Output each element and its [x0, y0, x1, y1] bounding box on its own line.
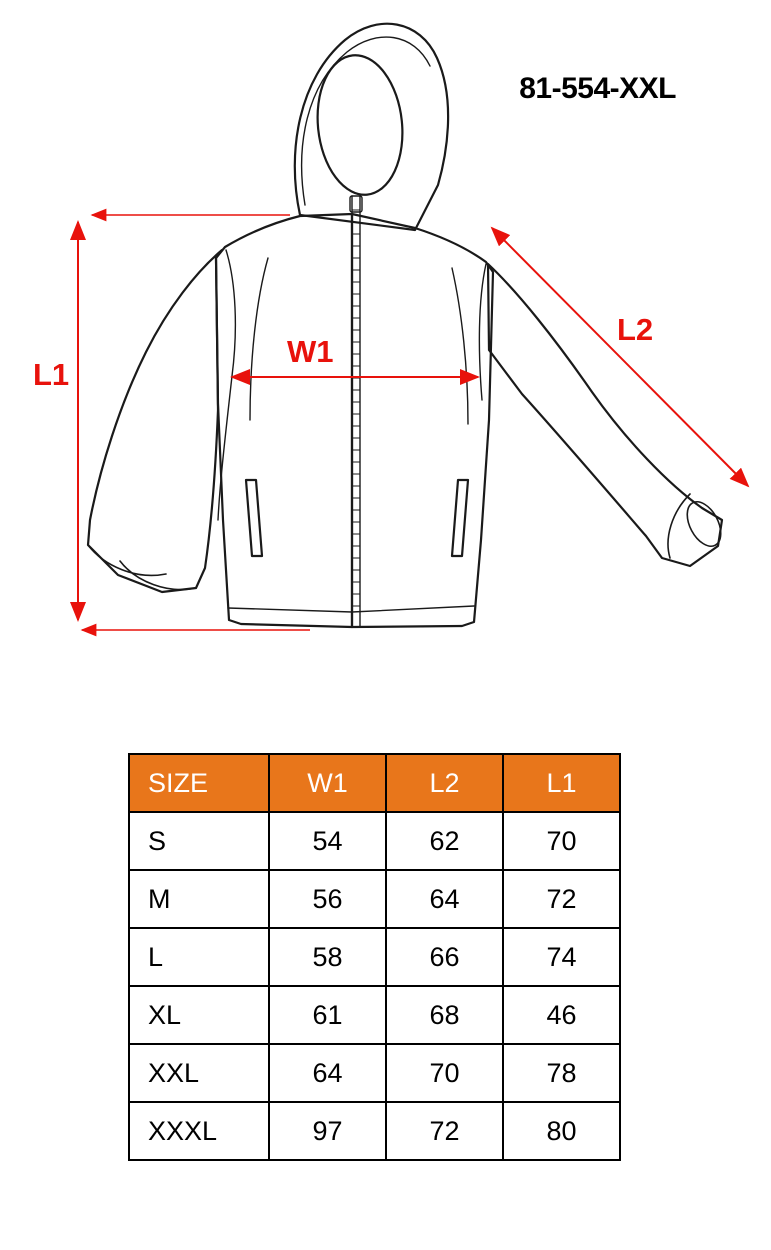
cell-l2: 64	[386, 870, 503, 928]
cell-l2: 62	[386, 812, 503, 870]
dimension-label-l2: L2	[617, 312, 654, 347]
dimension-label-w1: W1	[287, 334, 334, 369]
cell-w1: 54	[269, 812, 386, 870]
column-header-size: SIZE	[129, 754, 269, 812]
zipper-teeth	[352, 210, 360, 606]
table-row	[129, 870, 620, 928]
right-armhole-seam	[479, 264, 486, 400]
cell-size: XXXL	[129, 1102, 269, 1160]
cell-w1: 61	[269, 986, 386, 1044]
column-header-w1: W1	[269, 754, 386, 812]
left-sleeve	[88, 250, 222, 592]
cell-size: XXL	[129, 1044, 269, 1102]
right-sleeve	[488, 264, 722, 566]
left-panel-seam	[250, 258, 268, 420]
cell-size: S	[129, 812, 269, 870]
cell-w1: 97	[269, 1102, 386, 1160]
product-code: 81-554-XXL	[519, 72, 676, 105]
table-row	[129, 1044, 620, 1102]
cell-size: M	[129, 870, 269, 928]
measurement-lines	[78, 215, 748, 630]
left-armhole-seam	[218, 250, 235, 520]
cell-l1: 70	[503, 812, 620, 870]
right-panel-seam	[452, 268, 468, 424]
cell-l2: 72	[386, 1102, 503, 1160]
cell-l1: 46	[503, 986, 620, 1044]
cell-l2: 70	[386, 1044, 503, 1102]
table-row	[129, 1102, 620, 1160]
cell-l1: 78	[503, 1044, 620, 1102]
hood-opening	[311, 51, 409, 199]
cell-w1: 58	[269, 928, 386, 986]
table-row	[129, 928, 620, 986]
cell-w1: 64	[269, 1044, 386, 1102]
cell-l1: 72	[503, 870, 620, 928]
l2-dimension-line	[492, 228, 748, 486]
right-cuff	[668, 494, 690, 558]
table-row	[129, 986, 620, 1044]
cell-l1: 80	[503, 1102, 620, 1160]
table-row	[129, 812, 620, 870]
column-header-l2: L2	[386, 754, 503, 812]
column-header-l1: L1	[503, 754, 620, 812]
cell-w1: 56	[269, 870, 386, 928]
left-cuff-edge	[88, 545, 166, 575]
cell-l1: 74	[503, 928, 620, 986]
right-pocket	[452, 480, 468, 556]
table-header-row	[129, 754, 620, 812]
cell-l2: 66	[386, 928, 503, 986]
left-pocket	[246, 480, 262, 556]
cell-size: L	[129, 928, 269, 986]
hood-lining	[302, 37, 430, 205]
cell-l2: 68	[386, 986, 503, 1044]
body-right	[352, 214, 493, 627]
size-chart-table	[128, 753, 621, 1161]
dimension-label-l1: L1	[33, 357, 70, 392]
body-left	[216, 214, 352, 627]
cell-size: XL	[129, 986, 269, 1044]
